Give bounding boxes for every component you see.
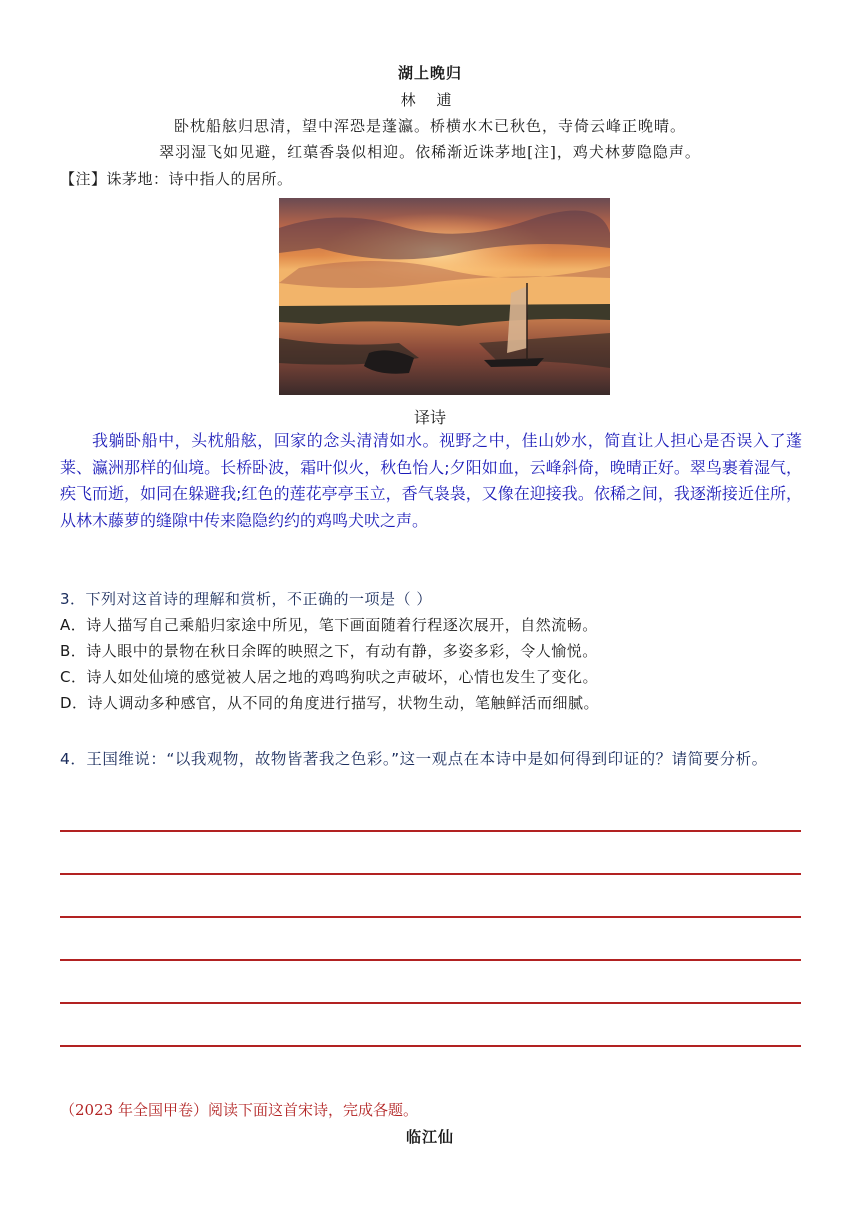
exam-source: （2023 年全国甲卷）阅读下面这首宋诗，完成各题。 [60,1101,418,1119]
poem-line-2: 翠羽湿飞如见避，红蕖香袅似相迎。依稀渐近诛茅地[注]，鸡犬林萝隐隐声。 [159,143,701,161]
sunset-lake-photo [279,198,610,395]
question-3-option-d: D．诗人调动多种感官，从不同的角度进行描写，状物生动，笔触鲜活而细腻。 [60,694,600,712]
translation-title: 译诗 [413,408,446,427]
next-poem-title: 临江仙 [405,1128,454,1146]
answer-line [60,830,801,832]
translation-text: 我躺卧船中，头枕船舷，回家的念头清清如水。视野之中，佳山妙水，简直让人担心是否误入了蓬莱、瀛洲那样的仙境。长桥卧波，霜叶似火，秋色怡人;夕阳如血，云峰斜倚，晚晴正好。翠鸟裹着湿气，疾飞而逝，如同在躲避我;红色的莲花亭亭玉立，香气袅袅，又像在迎接我。依稀之间，我逐渐接近住所，从林木藤萝的缝隙中传来隐隐约约的鸡鸣犬吠之声。 [60,431,802,530]
answer-line [60,1002,801,1004]
poem-author: 林 逋 [400,91,460,109]
answer-line [60,873,801,875]
question-3-option-c: C．诗人如处仙境的感觉被人居之地的鸡鸣狗吠之声破坏，心情也发生了变化。 [60,668,598,686]
answer-line [60,959,801,961]
question-4-stem: 4．王国维说：“以我观物，故物皆著我之色彩。”这一观点在本诗中是如何得到印证的？请简要分析。 [60,750,768,768]
poem-line-1: 卧枕船舷归思清，望中浑恐是蓬瀛。桥横水木已秋色，寺倚云峰正晚晴。 [173,117,686,135]
question-3-option-b: B．诗人眼中的景物在秋日余晖的映照之下，有动有静，多姿多彩，令人愉悦。 [60,642,598,660]
question-3-stem: 3．下列对这首诗的理解和赏析，不正确的一项是（ ） [60,590,432,608]
question-3-option-a: A．诗人描写自己乘船归家途中所见，笔下画面随着行程逐次展开，自然流畅。 [60,616,598,634]
poem-note: 【注】诛茅地：诗中指人的居所。 [60,170,293,188]
poem-title: 湖上晚归 [397,64,462,82]
answer-line [60,916,801,918]
answer-line [60,1045,801,1047]
